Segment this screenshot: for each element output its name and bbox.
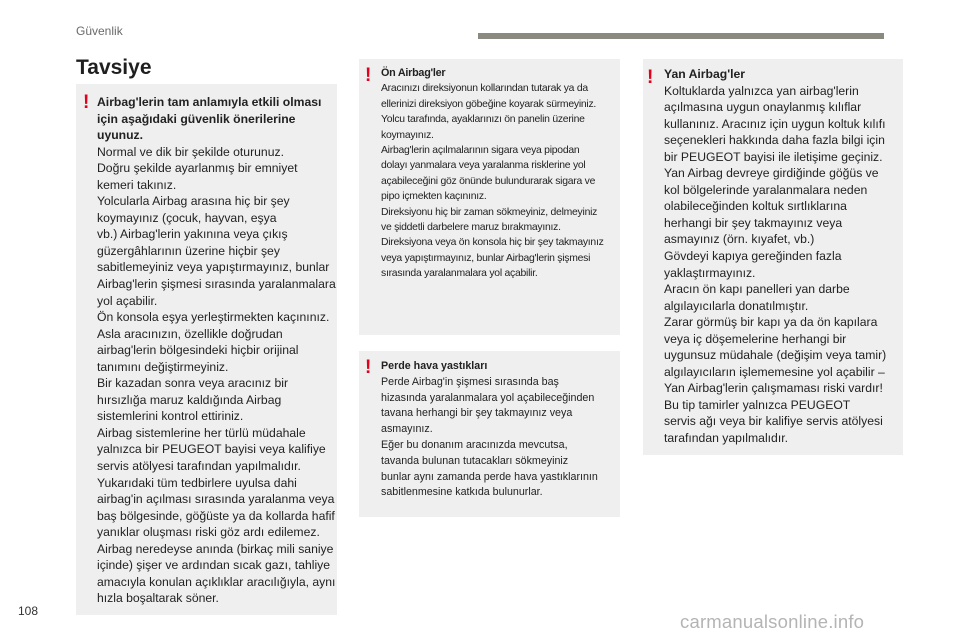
left-advice-box: [76, 84, 337, 615]
side-airbag-line: bir PEUGEOT bayisi ile iletişime geçiniz.: [664, 149, 883, 164]
front-airbag-line: açabileceğini göz önünde bulundurarak sigara ve: [381, 175, 596, 187]
side-airbag-line: kullanınız. Aracınız için uygun koltuk kılıfı: [664, 116, 886, 131]
exclamation-icon: !: [83, 92, 90, 113]
advice-line: vb.) Airbag'lerin yakınına veya çıkış: [97, 227, 288, 242]
advice-line: servis atölyesi tarafından yapılmalıdır.: [97, 459, 301, 474]
advice-line: tanımını değiştirmeyiniz.: [97, 359, 229, 374]
page-number: 108: [18, 604, 39, 618]
advice-line: Ön konsola eşya yerleştirmekten kaçınınız.: [97, 310, 330, 325]
side-airbag-line: algılayıcılarla donatılmıştır.: [664, 298, 809, 313]
side-airbag-line: herhangi bir şey takmayınız veya: [664, 215, 843, 230]
advice-line: Yukarıdaki tüm tedbirlere uyulsa dahi: [97, 475, 297, 490]
front-airbag-line: ve şiddetli darbelere maruz bırakmayınız.: [381, 222, 561, 234]
section-label: Güvenlik: [76, 24, 123, 38]
advice-line: Doğru şekilde ayarlanmış bir emniyet: [97, 161, 298, 176]
side-airbag-line: algılayıcıların işlememesine yol açabilir –: [664, 364, 885, 379]
curtain-airbag-text: [381, 359, 619, 501]
side-airbag-text: [664, 66, 902, 447]
advice-line: Bir kazadan sonra veya aracınız bir: [97, 376, 289, 391]
advice-line: Airbag neredeyse anında (birkaç mili saniye: [97, 541, 334, 556]
curtain-airbag-line: bunlar aynı zamanda perde hava yastıklarının: [381, 470, 598, 483]
curtain-airbag-heading: Perde hava yastıkları: [381, 360, 488, 372]
advice-line: koymayınız (çocuk, hayvan, eşya: [97, 210, 277, 225]
side-airbag-line: açılmasına uygun onaylanmış kılıflar: [664, 100, 862, 115]
side-airbag-line: veya iç döşemelerine herhangi bir: [664, 331, 847, 346]
curtain-airbag-line: asmayınız.: [381, 423, 433, 436]
advice-heading-line: uyunuz.: [97, 128, 144, 143]
advice-line: hızla boşaltarak söner.: [97, 591, 219, 606]
side-airbag-box: [643, 59, 903, 455]
exclamation-icon: !: [365, 357, 372, 378]
front-airbag-line: dolayı yanmalara veya yaralanma risklerine yol: [381, 160, 586, 172]
exclamation-icon: !: [365, 65, 372, 86]
side-airbag-heading: Yan Airbag'ler: [664, 67, 746, 81]
side-airbag-line: uygunsuz müdahale (değişim veya tamir): [664, 348, 887, 363]
side-airbag-line: kol bölgelerinde yaralanmalara neden: [664, 182, 868, 197]
curtain-airbag-line: Perde Airbag'in şişmesi sırasında baş: [381, 375, 559, 388]
front-airbag-line: sırasında yaralanmalara yol açabilir.: [381, 268, 538, 280]
front-airbag-text: [381, 66, 619, 282]
curtain-airbag-line: hizasında yaralanmalara yol açabileceğinden: [381, 391, 595, 404]
page-title: Tavsiye: [76, 56, 152, 79]
advice-line: Airbag sistemlerine her türlü müdahale: [97, 425, 306, 440]
side-airbag-line: Koltuklarda yalnızca yan airbag'lerin: [664, 83, 859, 98]
header-rule: [478, 33, 884, 39]
advice-line: Normal ve dik bir şekilde oturunuz.: [97, 144, 284, 159]
advice-line: güzergâhlarının üzerine hiçbir şey: [97, 243, 280, 258]
advice-line: sabitlemeyiniz veya yapıştırmayınız, bunlar: [97, 260, 330, 275]
advice-line: Airbag'lerin şişmesi sırasında yaralanmalara: [97, 277, 336, 292]
front-airbag-line: pipo içmekten kaçınınız.: [381, 191, 487, 203]
advice-line: yalnızca bir PEUGEOT bayisi veya kalifiye: [97, 442, 326, 457]
front-airbag-line: ellerinizi direksiyon göbeğine koyarak sürmeyiniz.: [381, 98, 597, 110]
advice-line: hırsızlığa maruz kaldığında Airbag: [97, 392, 282, 407]
curtain-airbag-line: tavanda bulunan tutacakları sökmeyiniz: [381, 454, 569, 467]
side-airbag-line: seçenekleri hakkında daha fazla bilgi için: [664, 133, 885, 148]
front-airbag-box: [359, 59, 620, 335]
advice-line: Asla aracınızın, özellikle doğrudan: [97, 326, 283, 341]
advice-line: airbag'in açılması sırasında yaralanma veya: [97, 492, 335, 507]
advice-line: Yolcularla Airbag arasına hiç bir şey: [97, 194, 290, 209]
curtain-airbag-line: tavana herhangi bir şey takmayınız veya: [381, 407, 573, 420]
curtain-airbag-box: [359, 351, 620, 517]
front-airbag-line: Yolcu tarafında, ayaklarınızı ön panelin üzerine: [381, 114, 585, 126]
side-airbag-line: olabileceğinden koltuk sırtlıklarına: [664, 199, 847, 214]
advice-line: kemeri takınız.: [97, 177, 177, 192]
left-advice-text: [97, 94, 337, 607]
curtain-airbag-line: sabitlenmesine katkıda bulunurlar.: [381, 486, 543, 499]
advice-heading-line: için aşağıdaki güvenlik önerilerine: [97, 111, 296, 126]
advice-line: amacıyla konulan açıklıklar aracılığıyla, aynı: [97, 574, 336, 589]
side-airbag-line: servis ağı veya bir kalifiye servis atölyesi: [664, 414, 883, 429]
side-airbag-line: Aracın ön kapı panelleri yan darbe: [664, 282, 850, 297]
side-airbag-line: Bu tip tamirler yalnızca PEUGEOT: [664, 397, 851, 412]
advice-line: yol açabilir.: [97, 293, 158, 308]
side-airbag-line: Gövdeyi kapıya gereğinden fazla: [664, 249, 842, 264]
advice-line: yanıklar oluşması riski göz ardı edilemez.: [97, 525, 320, 540]
exclamation-icon: !: [647, 67, 654, 88]
watermark: carmanualsonline.info: [680, 611, 865, 632]
front-airbag-line: Airbag'lerin açılmalarının sigara veya pipodan: [381, 145, 580, 157]
advice-line: airbag'lerin bölgesindeki hiçbir orijinal: [97, 343, 299, 358]
side-airbag-line: asmayınız (örn. kıyafet, vb.): [664, 232, 815, 247]
front-airbag-heading: Ön Airbag'ler: [381, 67, 446, 79]
side-airbag-line: Yan Airbag'lerin çalışmaması riski vardır!: [664, 381, 883, 396]
side-airbag-line: yaklaştırmayınız.: [664, 265, 756, 280]
side-airbag-line: Yan Airbag devreye girdiğinde göğüs ve: [664, 166, 879, 181]
advice-line: baş bölgesinde, göğüste ya da kollarda hafif: [97, 508, 335, 523]
side-airbag-line: Zarar görmüş bir kapı ya da ön kapılara: [664, 315, 878, 330]
front-airbag-line: Aracınızı direksiyonun kollarından tutarak ya da: [381, 83, 588, 95]
advice-line: içinde) şişer ve ardından sıcak gazı, tahliye: [97, 558, 331, 573]
advice-line: sistemlerini kontrol ettiriniz.: [97, 409, 244, 424]
curtain-airbag-line: Eğer bu donanım aracınızda mevcutsa,: [381, 438, 568, 451]
front-airbag-line: veya yapıştırmayınız, bunlar Airbag'lerin şişmesi: [381, 252, 591, 264]
advice-heading-line: Airbag'lerin tam anlamıyla etkili olması: [97, 95, 322, 109]
front-airbag-line: koymayınız.: [381, 129, 434, 141]
front-airbag-line: Direksiyona veya ön konsola hiç bir şey takmayınız: [381, 237, 604, 249]
front-airbag-line: Direksiyonu hiç bir zaman sökmeyiniz, delmeyiniz: [381, 206, 598, 218]
side-airbag-line: tarafından yapılmalıdır.: [664, 431, 788, 446]
